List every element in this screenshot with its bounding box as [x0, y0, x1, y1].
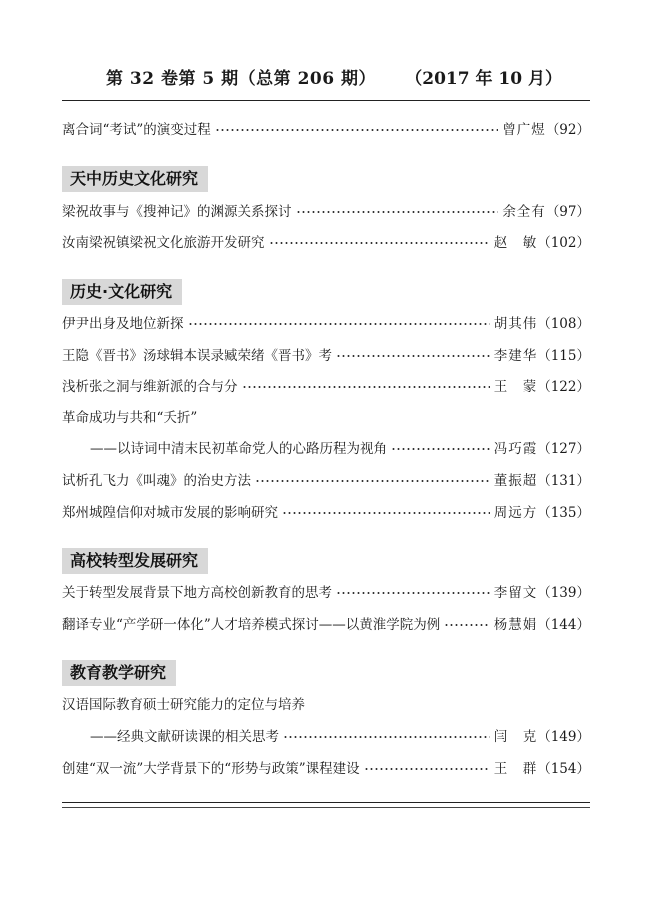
dot-leader [255, 475, 490, 485]
entry-title: 伊尹出身及地位新探 [62, 316, 184, 332]
entry-author: 李留文 [493, 585, 538, 601]
dot-leader [188, 318, 490, 328]
toc-entry[interactable] [62, 201, 590, 223]
entry-page: （154） [537, 761, 590, 777]
entry-subtitle: ——经典文献研读课的相关思考 [90, 729, 279, 745]
dot-leader [269, 237, 490, 247]
section-heading: 历史·文化研究 [62, 279, 182, 305]
entry-title: 翻译专业“产学研一体化”人才培养模式探讨——以黄淮学院为例 [62, 617, 441, 633]
toc-entry[interactable] [62, 313, 590, 335]
entry-author: 李建华 [493, 348, 538, 364]
entry-title: 关于转型发展背景下地方高校创新教育的思考 [62, 585, 332, 601]
entry-title: 试析孔飞力《叫魂》的治史方法 [62, 473, 251, 489]
entry-author: 胡其伟 [493, 316, 538, 332]
toc-entry[interactable] [62, 470, 590, 492]
footer-divider [62, 807, 590, 808]
section-heading: 天中历史文化研究 [62, 166, 208, 192]
entry-page: （135） [537, 505, 590, 521]
toc-entry[interactable] [62, 758, 590, 780]
entry-page: （127） [537, 441, 590, 457]
toc-entry[interactable] [90, 726, 590, 748]
dot-leader [336, 350, 490, 360]
entry-title: 郑州城隍信仰对城市发展的影响研究 [62, 505, 278, 521]
entry-author: 赵 敏 [493, 235, 538, 251]
dot-leader [283, 731, 490, 741]
entry-page: （102） [537, 235, 590, 251]
dot-leader [364, 763, 490, 773]
entry-page: （115） [537, 348, 590, 364]
entry-title: 离合词“考试”的演变过程 [62, 122, 211, 138]
entry-author: 杨慧娟 [493, 617, 538, 633]
header-divider [62, 100, 590, 101]
page-header [62, 64, 590, 94]
entry-subtitle: ——以诗词中清末民初革命党人的心路历程为视角 [90, 441, 387, 457]
entry-page: （131） [537, 473, 590, 489]
entry-page: （122） [537, 379, 590, 395]
entry-page: （149） [537, 729, 590, 745]
entry-page: （92） [545, 122, 590, 138]
entry-author: 曾广煜 [502, 122, 546, 138]
entry-author: 冯巧霞 [493, 441, 538, 457]
entry-author: 王 群 [493, 761, 538, 777]
dot-leader [282, 507, 490, 517]
entry-title: 汝南梁祝镇梁祝文化旅游开发研究 [62, 235, 265, 251]
dot-leader [444, 619, 489, 629]
entry-title[interactable]: 汉语国际教育硕士研究能力的定位与培养 [62, 697, 305, 713]
toc-entry[interactable] [62, 582, 590, 604]
section-heading: 高校转型发展研究 [62, 548, 208, 574]
entry-title: 王隐《晋书》汤球辑本误录臧荣绪《晋书》考 [62, 348, 332, 364]
entry-page: （139） [537, 585, 590, 601]
entry-title: 梁祝故事与《搜神记》的渊源关系探讨 [62, 204, 292, 220]
dot-leader [215, 124, 499, 134]
entry-author: 王 蒙 [493, 379, 538, 395]
entry-author: 余全有 [502, 204, 546, 220]
dot-leader [391, 443, 490, 453]
toc-entry[interactable] [62, 502, 590, 524]
section-heading: 教育教学研究 [62, 660, 176, 686]
entry-page: （108） [537, 316, 590, 332]
entry-page: （97） [545, 204, 590, 220]
dot-leader [336, 587, 490, 597]
footer-divider [62, 802, 590, 803]
entry-author: 周远方 [493, 505, 538, 521]
entry-title[interactable]: 革命成功与共和“夭折” [62, 410, 198, 426]
toc-entry[interactable] [62, 614, 590, 636]
entry-title: 创建“双一流”大学背景下的“形势与政策”课程建设 [62, 761, 360, 777]
toc-entry[interactable] [90, 438, 590, 460]
dot-leader [296, 206, 499, 216]
toc-entry[interactable] [62, 345, 590, 367]
issue-date: （2017 年 10 月） [405, 69, 562, 89]
issue-label: 第 32 卷第 5 期（总第 206 期） [106, 69, 376, 89]
dot-leader [242, 381, 490, 391]
entry-author: 闫 克 [493, 729, 538, 745]
toc-entry[interactable] [62, 232, 590, 254]
toc-entry[interactable] [62, 119, 590, 141]
entry-author: 董振超 [493, 473, 538, 489]
entry-title: 浅析张之洞与维新派的合与分 [62, 379, 238, 395]
entry-page: （144） [537, 617, 590, 633]
toc-entry[interactable] [62, 376, 590, 398]
